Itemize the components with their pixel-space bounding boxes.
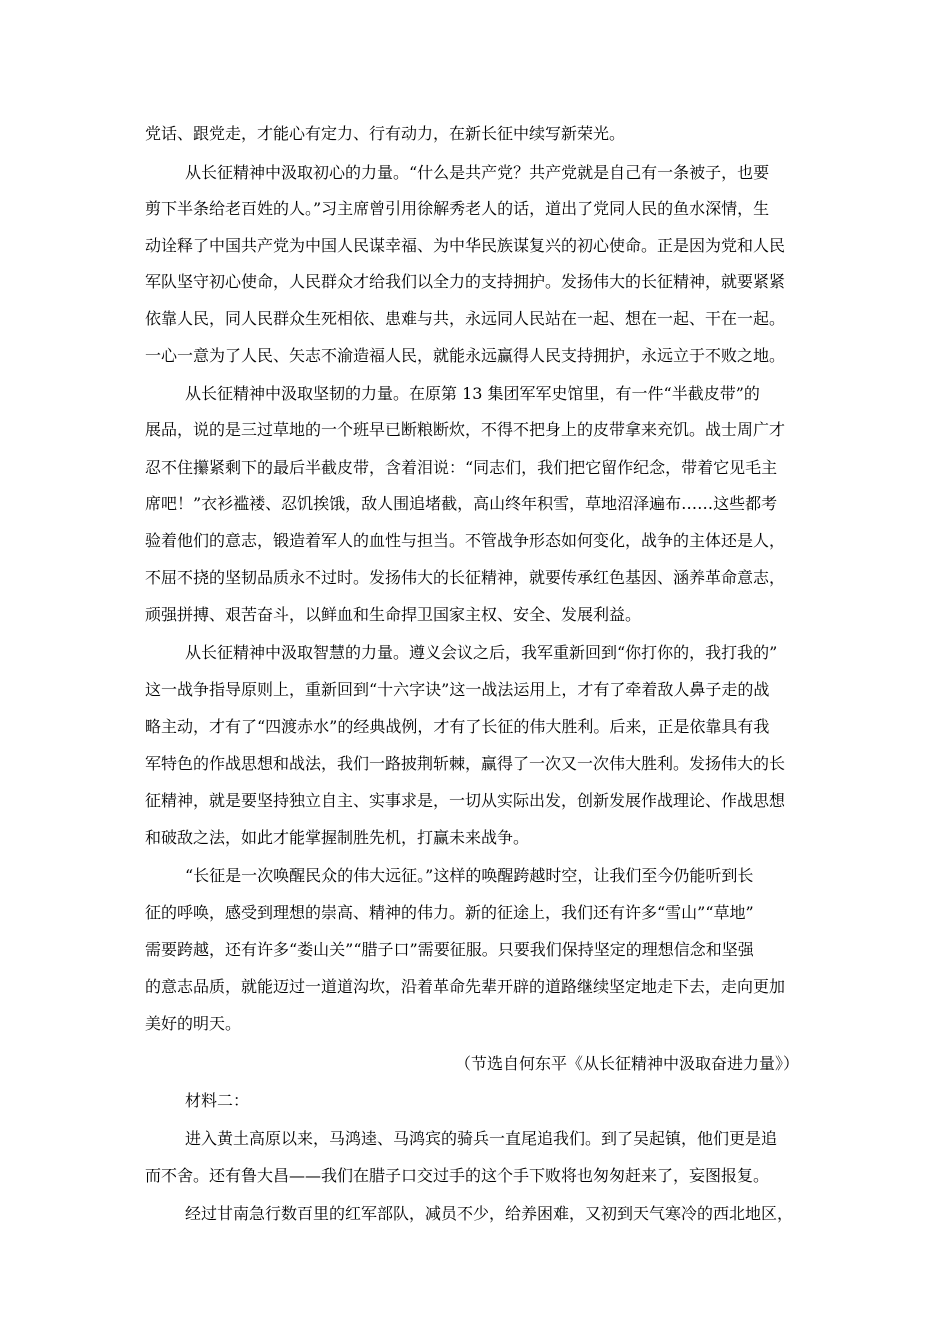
text-line: 和破敌之法，如此才能掌握制胜先机，打赢未来战争。 bbox=[145, 828, 530, 847]
text-line: 军队坚守初心使命，人民群众才给我们以全力的支持拥护。发扬伟大的长征精神，就要紧紧 bbox=[145, 272, 786, 291]
text-line: 展品，说的是三过草地的一个班早已断粮断炊，不得不把身上的皮带拿来充饥。战士周广才 bbox=[145, 420, 786, 439]
text-line: 动诠释了中国共产党为中国人民谋幸福、为中华民族谋复兴的初心使命。正是因为党和人民 bbox=[145, 236, 786, 255]
text-line: 验着他们的意志，锻造着军人的血性与担当。不管战争形态如何变化，战争的主体还是人， bbox=[145, 531, 786, 550]
text-line: 一心一意为了人民、矢志不渝造福人民，就能永远赢得人民支持拥护，永远立于不败之地。 bbox=[145, 346, 786, 365]
paragraph-first-line: 经过甘南急行数百里的红军部队，减员不少，给养困难，又初到天气寒冷的西北地区， bbox=[185, 1204, 794, 1223]
text-line: 不屈不挠的坚韧品质永不过时。发扬伟大的长征精神，就要传承红色基因、涵养革命意志， bbox=[145, 568, 786, 587]
text-line: 美好的明天。 bbox=[145, 1014, 242, 1033]
text-line: 依靠人民，同人民群众生死相依、患难与共，永远同人民站在一起、想在一起、干在一起。 bbox=[145, 309, 786, 328]
text-line: 而不舍。还有鲁大昌——我们在腊子口交过手的这个手下败将也匆匆赶来了，妄图报复。 bbox=[145, 1166, 770, 1185]
text-line: 的意志品质，就能迈过一道道沟坎，沿着革命先辈开辟的道路继续坚定地走下去，走向更加 bbox=[145, 977, 786, 996]
text-line: 略主动，才有了“四渡赤水”的经典战例，才有了长征的伟大胜利。后来，正是依靠具有我 bbox=[145, 717, 770, 736]
text-line: 忍不住攥紧剩下的最后半截皮带，含着泪说：“同志们，我们把它留作纪念，带着它见毛主 bbox=[145, 458, 778, 477]
paragraph-first-line: 从长征精神中汲取初心的力量。“什么是共产党？共产党就是自己有一条被子，也要 bbox=[185, 163, 770, 182]
text-line: 席吧！”衣衫褴褛、忍饥挨饿，敌人围追堵截，高山终年积雪，草地沼泽遍布……这些都考 bbox=[145, 494, 778, 513]
text-line: 剪下半条给老百姓的人。”习主席曾引用徐解秀老人的话，道出了党同人民的鱼水深情，生 bbox=[145, 199, 770, 218]
paragraph-first-line: “长征是一次唤醒民众的伟大远征。”这样的唤醒跨越时空，让我们至今仍能听到长 bbox=[185, 866, 754, 885]
text-line: 党话、跟党走，才能心有定力、行有动力，在新长征中续写新荣光。 bbox=[145, 124, 626, 143]
paragraph-first-line: 从长征精神中汲取坚韧的力量。在原第 13 集团军军史馆里，有一件“半截皮带”的 bbox=[185, 384, 760, 403]
text-line: 需要跨越，还有许多“娄山关”“腊子口”需要征服。只要我们保持坚定的理想信念和坚强 bbox=[145, 940, 754, 959]
text-line: 征的呼唤，感受到理想的崇高、精神的伟力。新的征途上，我们还有许多“雪山”“草地” bbox=[145, 903, 754, 922]
paragraph-first-line: 从长征精神中汲取智慧的力量。遵义会议之后，我军重新回到“你打你的，我打我的” bbox=[185, 643, 778, 662]
source-citation: （节选自何东平《从长征精神中汲取奋进力量》） bbox=[455, 1054, 800, 1073]
text-line: 这一战争指导原则上，重新回到“十六字诀”这一战法运用上，才有了牵着敌人鼻子走的战 bbox=[145, 680, 770, 699]
paragraph-first-line: 进入黄土高原以来，马鸿逵、马鸿宾的骑兵一直尾追我们。到了吴起镇，他们更是追 bbox=[185, 1129, 778, 1148]
material-heading: 材料二： bbox=[185, 1091, 250, 1110]
text-line: 顽强拼搏、艰苦奋斗，以鲜血和生命捍卫国家主权、安全、发展利益。 bbox=[145, 605, 642, 624]
text-line: 征精神，就是要坚持独立自主、实事求是，一切从实际出发，创新发展作战理论、作战思想 bbox=[145, 791, 786, 810]
text-line: 军特色的作战思想和战法，我们一路披荆斩棘，赢得了一次又一次伟大胜利。发扬伟大的长 bbox=[145, 754, 786, 773]
